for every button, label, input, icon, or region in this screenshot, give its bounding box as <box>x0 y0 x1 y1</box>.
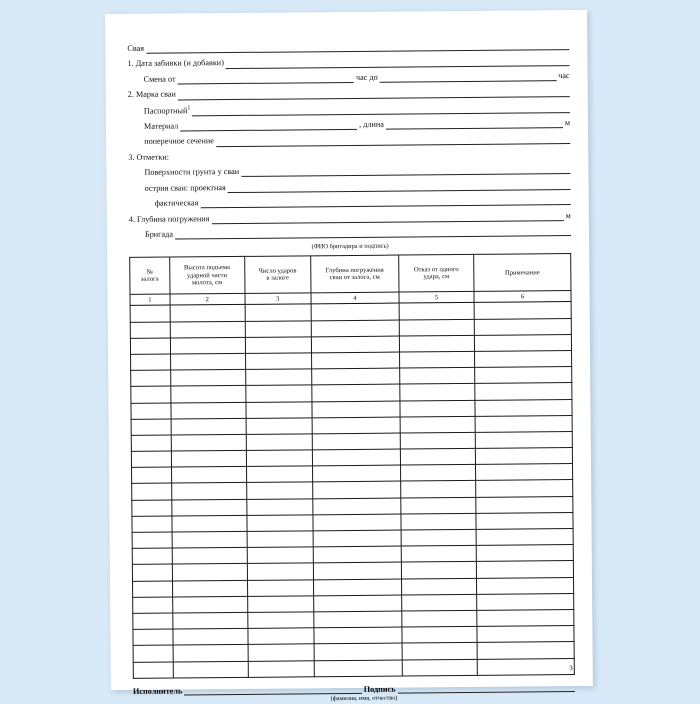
table-cell[interactable] <box>314 643 402 660</box>
column-number: 1 <box>130 294 170 305</box>
field-row-cross-section <box>128 133 570 147</box>
table-cell[interactable] <box>132 484 172 501</box>
table-cell[interactable] <box>401 562 476 579</box>
table-cell[interactable] <box>245 353 311 370</box>
table-cell[interactable] <box>246 450 312 467</box>
table-header-cell-4: Глубина погружения сваи от залога, см <box>310 255 399 293</box>
table-cell[interactable] <box>247 579 313 596</box>
table-header-cell-1: № залога <box>130 257 170 294</box>
field-unit: м <box>565 210 571 220</box>
field-blank-line[interactable] <box>226 57 570 69</box>
field-row-date <box>127 56 569 70</box>
table-cell[interactable] <box>402 659 477 676</box>
field-row-material <box>128 118 570 132</box>
column-number: 4 <box>311 292 399 304</box>
table-cell[interactable] <box>133 613 173 630</box>
field-row-shift <box>128 71 570 85</box>
table-cell[interactable] <box>476 496 573 513</box>
table-cell[interactable] <box>312 433 400 450</box>
field-blank-line[interactable] <box>228 181 571 193</box>
table-cell[interactable] <box>245 337 311 354</box>
table-cell[interactable] <box>313 498 401 515</box>
table-cell[interactable] <box>132 467 172 484</box>
table-cell[interactable] <box>248 660 314 677</box>
table-cell[interactable] <box>402 627 477 644</box>
table-cell[interactable] <box>131 386 171 403</box>
column-number: 6 <box>474 291 571 303</box>
table-row <box>133 658 574 678</box>
field-row-brigade <box>129 226 571 240</box>
table-cell[interactable] <box>172 596 247 613</box>
table-cell[interactable] <box>171 434 246 451</box>
table-cell[interactable] <box>172 612 247 629</box>
table-cell[interactable] <box>476 480 573 497</box>
field-label: 4. Глубина погружения <box>128 213 210 224</box>
table-cell[interactable] <box>312 417 400 434</box>
table-cell[interactable] <box>401 497 476 514</box>
table-cell[interactable] <box>247 612 313 629</box>
table-cell[interactable] <box>312 482 400 499</box>
table-cell[interactable] <box>474 302 571 319</box>
table-cell[interactable] <box>476 529 573 546</box>
footer-name-caption: (фамилия, имя, отчество) <box>330 694 398 702</box>
table-cell[interactable] <box>312 401 400 418</box>
field-blank-line[interactable] <box>175 227 571 239</box>
field-blank-line[interactable] <box>241 166 570 178</box>
footnote-marker: 1 <box>187 105 191 112</box>
table-cell[interactable] <box>171 418 246 435</box>
table-cell[interactable] <box>314 660 402 677</box>
table-cell[interactable] <box>474 334 571 351</box>
table-cell[interactable] <box>247 563 313 580</box>
table-cell[interactable] <box>132 500 172 517</box>
table-cell[interactable] <box>311 368 399 385</box>
table-cell[interactable] <box>170 337 245 354</box>
table-cell[interactable] <box>476 512 573 529</box>
field-blank-line[interactable] <box>380 72 557 83</box>
table-cell[interactable] <box>245 304 311 321</box>
table-cell[interactable] <box>400 368 475 385</box>
table-cell[interactable] <box>132 548 172 565</box>
table-cell[interactable] <box>172 515 247 532</box>
field-label: Бригада <box>144 229 173 239</box>
table-cell[interactable] <box>474 318 571 335</box>
brigade-caption: (ФИО бригадира и подпись) <box>311 243 389 251</box>
field-label: Материал <box>143 121 179 131</box>
table-cell[interactable] <box>172 548 247 565</box>
table-cell[interactable] <box>171 499 246 516</box>
field-row-svaya <box>127 40 569 54</box>
table-cell[interactable] <box>402 594 477 611</box>
table-cell[interactable] <box>475 448 572 465</box>
table-cell[interactable] <box>476 545 573 562</box>
table-cell[interactable] <box>133 645 173 662</box>
field-unit: м <box>564 117 571 128</box>
table-cell[interactable] <box>312 449 400 466</box>
table-cell[interactable] <box>400 384 475 401</box>
table-cell[interactable] <box>173 661 248 678</box>
table-cell[interactable] <box>171 402 246 419</box>
table-cell[interactable] <box>399 303 474 320</box>
field-unit: час <box>558 70 570 81</box>
field-label: фактическая <box>154 198 199 208</box>
column-number: 2 <box>170 294 245 306</box>
table-cell[interactable] <box>248 644 314 661</box>
table-cell[interactable] <box>400 465 475 482</box>
field-label: Смена от <box>143 74 176 84</box>
column-number: 3 <box>245 293 311 305</box>
field-mid-label: час до <box>355 72 378 82</box>
table-cell[interactable] <box>133 662 173 679</box>
table-cell[interactable] <box>173 629 248 646</box>
table-cell[interactable] <box>170 386 245 403</box>
table-cell[interactable] <box>133 629 173 646</box>
table-cell[interactable] <box>246 418 312 435</box>
table-cell[interactable] <box>245 385 311 402</box>
field-mid-label: , длина <box>359 119 384 129</box>
table-cell[interactable] <box>171 483 246 500</box>
field-blank-line[interactable] <box>386 119 563 130</box>
table-cell[interactable] <box>474 351 571 368</box>
table-cell[interactable] <box>131 419 171 436</box>
driving-log-table <box>129 253 575 678</box>
field-blank-line[interactable] <box>178 88 570 100</box>
table-cell[interactable] <box>313 514 401 531</box>
field-blank-line[interactable] <box>180 121 357 132</box>
table-header-cell-2: Высота подъема ударной части молота, см <box>169 257 244 295</box>
table-cell[interactable] <box>131 435 171 452</box>
table-cell[interactable] <box>313 579 401 596</box>
table-cell[interactable] <box>170 321 245 338</box>
executor-label: Исполнитель <box>132 686 183 696</box>
table-cell[interactable] <box>400 449 475 466</box>
field-blank-line[interactable] <box>146 41 569 54</box>
table-cell[interactable] <box>311 336 399 353</box>
table-cell[interactable] <box>246 434 312 451</box>
table-cell[interactable] <box>311 352 399 369</box>
table-cell[interactable] <box>477 610 574 627</box>
table-cell[interactable] <box>476 561 573 578</box>
field-label-text: Паспортный <box>143 105 188 116</box>
table-cell[interactable] <box>246 466 312 483</box>
table-cell[interactable] <box>399 319 474 336</box>
table-cell[interactable] <box>311 320 399 337</box>
table-cell[interactable] <box>173 645 248 662</box>
table-cell[interactable] <box>170 305 245 322</box>
document-page <box>105 10 593 702</box>
table-cell[interactable] <box>313 595 401 612</box>
table-cell[interactable] <box>314 627 402 644</box>
table-cell[interactable] <box>400 416 475 433</box>
table-cell[interactable] <box>401 481 476 498</box>
field-row-depth <box>129 211 571 225</box>
table-cell[interactable] <box>170 370 245 387</box>
field-label <box>128 105 193 117</box>
table-cell[interactable] <box>475 367 572 384</box>
table-cell[interactable] <box>477 658 574 675</box>
table-cell[interactable] <box>133 597 173 614</box>
table-cell[interactable] <box>311 303 399 320</box>
table-cell[interactable] <box>131 403 171 420</box>
table-cell[interactable] <box>247 547 313 564</box>
table-cell[interactable] <box>475 383 572 400</box>
table-cell[interactable] <box>402 643 477 660</box>
field-blank-line[interactable] <box>178 74 355 85</box>
table-cell[interactable] <box>132 564 172 581</box>
field-row-pile-brand <box>128 86 570 100</box>
table-cell[interactable] <box>312 465 400 482</box>
table-body <box>130 302 574 678</box>
table-header-cell-5: Отказ от одного удара, см <box>399 255 474 293</box>
table-cell[interactable] <box>246 482 312 499</box>
table-cell[interactable] <box>402 610 477 627</box>
table-cell[interactable] <box>475 431 572 448</box>
table-cell[interactable] <box>401 529 476 546</box>
table-cell[interactable] <box>475 399 572 416</box>
field-blank-line[interactable] <box>192 104 570 116</box>
signature-blank-line[interactable] <box>397 682 575 694</box>
table-cell[interactable] <box>313 546 401 563</box>
field-label: Поверхности грунта у сваи <box>144 167 240 178</box>
table-cell[interactable] <box>245 320 311 337</box>
field-label: 3. Отметки: <box>128 152 170 162</box>
table-cell[interactable] <box>131 370 171 387</box>
table-cell[interactable] <box>247 531 313 548</box>
table-cell[interactable] <box>401 578 476 595</box>
table-cell[interactable] <box>133 581 173 598</box>
executor-blank-line[interactable] <box>184 684 362 696</box>
table-cell[interactable] <box>314 611 402 628</box>
table-cell[interactable] <box>477 642 574 659</box>
field-row-tip-design <box>129 180 571 194</box>
table-cell[interactable] <box>475 415 572 432</box>
field-label: 1. Дата забивки (и добавки) <box>127 58 224 69</box>
table-cell[interactable] <box>132 532 172 549</box>
table-cell[interactable] <box>172 531 247 548</box>
table-header-row <box>130 254 571 295</box>
table-cell[interactable] <box>132 516 172 533</box>
table-cell[interactable] <box>477 593 574 610</box>
table-cell[interactable] <box>400 400 475 417</box>
table-cell[interactable] <box>312 384 400 401</box>
field-row-tip-actual <box>129 195 571 209</box>
page-number: 3 <box>569 664 573 673</box>
table-cell[interactable] <box>401 546 476 563</box>
table-cell[interactable] <box>475 464 572 481</box>
field-row-passport <box>128 102 570 117</box>
table-cell[interactable] <box>400 432 475 449</box>
table-cell[interactable] <box>131 451 171 468</box>
table-header-cell-3: Число ударов в залоге <box>244 256 310 294</box>
field-label: поперечное сечение <box>144 136 214 147</box>
column-number: 5 <box>399 292 474 304</box>
table-cell[interactable] <box>172 564 247 581</box>
table-cell[interactable] <box>130 305 170 322</box>
table-cell[interactable] <box>171 451 246 468</box>
table-cell[interactable] <box>313 530 401 547</box>
field-label: Свая <box>127 43 145 53</box>
field-blank-line[interactable] <box>200 196 570 208</box>
table-header-cell-6: Примечание <box>474 254 571 292</box>
table-cell[interactable] <box>248 628 314 645</box>
table-cell[interactable] <box>131 354 171 371</box>
table-cell[interactable] <box>313 562 401 579</box>
table-cell[interactable] <box>170 353 245 370</box>
form-fields <box>127 40 571 253</box>
table-cell[interactable] <box>400 351 475 368</box>
field-blank-line[interactable] <box>216 135 570 147</box>
field-label: 2. Марка сваи <box>127 89 176 100</box>
table-cell[interactable] <box>130 338 170 355</box>
table-cell[interactable] <box>246 498 312 515</box>
field-row-ground-surface <box>128 164 570 178</box>
table-cell[interactable] <box>401 513 476 530</box>
field-blank-line[interactable] <box>211 212 563 224</box>
table-cell[interactable] <box>477 626 574 643</box>
table-head <box>130 254 571 306</box>
table-cell[interactable] <box>245 369 311 386</box>
table-cell[interactable] <box>171 467 246 484</box>
table-cell[interactable] <box>476 577 573 594</box>
table-cell[interactable] <box>172 580 247 597</box>
field-row-marks-title <box>128 149 570 163</box>
table-cell[interactable] <box>130 322 170 339</box>
table-cell[interactable] <box>247 515 313 532</box>
table-cell[interactable] <box>399 335 474 352</box>
table-cell[interactable] <box>247 596 313 613</box>
table-cell[interactable] <box>246 401 312 418</box>
signature-label: Подпись <box>363 684 396 694</box>
field-label: острия сваи: проектная <box>144 182 226 193</box>
